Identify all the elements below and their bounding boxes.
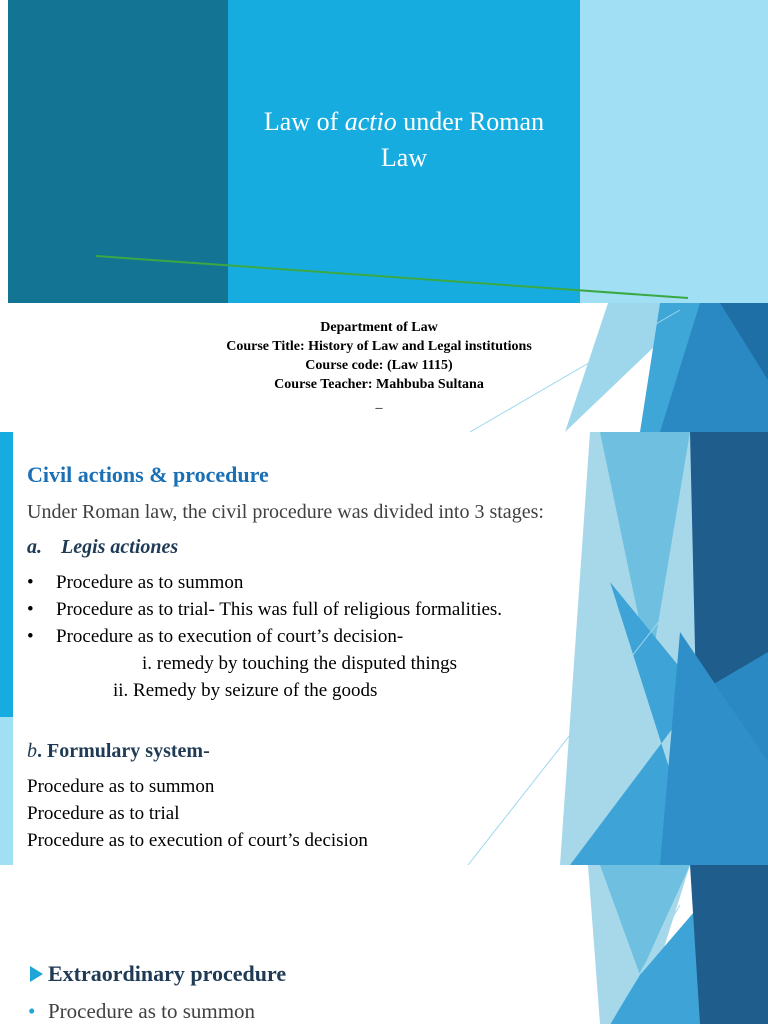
section-b-marker: b — [27, 740, 37, 762]
title-italic: actio — [344, 107, 397, 136]
section-b-heading — [27, 740, 210, 763]
title-line-2: Law — [380, 143, 428, 172]
title-slide — [0, 0, 768, 432]
list-item: Procedure as to summon — [27, 776, 215, 797]
course-info — [150, 318, 608, 413]
title-text-2: under Roman — [396, 107, 545, 136]
department-text: Department of Law — [320, 320, 438, 335]
bullet-glyph: • — [28, 999, 36, 1023]
list-item: • Procedure as to summon — [27, 569, 502, 596]
section-a-marker: a. — [27, 536, 42, 558]
bullet-glyph: • — [27, 626, 34, 647]
course-teacher-text: Course Teacher: Mahbuba Sultana — [274, 377, 484, 392]
sub-item: i. remedy by touching the disputed things — [142, 653, 458, 674]
bullet-list — [27, 569, 502, 704]
sub-item: ii. Remedy by seizure of the goods — [113, 680, 378, 701]
list-item: • Procedure as to execution of court’s decision- — [27, 623, 502, 650]
extraordinary-heading: Extraordinary procedure — [48, 961, 287, 986]
course-code-text: Course code: (Law 1115) — [305, 358, 453, 373]
formulary-list — [27, 773, 368, 854]
intro-text: Under Roman law, the civil procedure was divided into 3 stages: — [27, 501, 544, 523]
section-a-title: Legis actiones — [61, 536, 179, 558]
list-item: • Procedure as to summon — [28, 999, 256, 1023]
list-item: Procedure as to execution of court’s decision — [27, 830, 368, 851]
section-b-dot: . — [37, 740, 42, 762]
list-item: Procedure as to trial — [27, 803, 180, 824]
bullet-glyph: • — [27, 599, 34, 620]
section-a-heading — [27, 536, 178, 559]
triangle-bullet-icon — [30, 966, 43, 982]
triangle-dark — [690, 865, 768, 1024]
section-b-title: Formulary system- — [47, 740, 210, 762]
course-title-text: Course Title: History of Law and Legal institutions — [226, 339, 532, 354]
extraordinary-list — [28, 999, 255, 1024]
bullet-glyph: • — [27, 572, 34, 593]
dash-text: _ — [375, 396, 383, 411]
slide-title — [228, 104, 580, 176]
list-item: • Procedure as to trial- This was full of religious formalities. — [27, 596, 502, 623]
content-slide-civil-actions — [0, 432, 768, 865]
civil-actions-heading: Civil actions & procedure — [27, 462, 269, 487]
title-text-1: Law of — [263, 107, 345, 136]
content-slide-extraordinary — [0, 865, 768, 1024]
green-accent-line — [96, 256, 688, 298]
extraordinary-heading-row — [30, 961, 286, 987]
